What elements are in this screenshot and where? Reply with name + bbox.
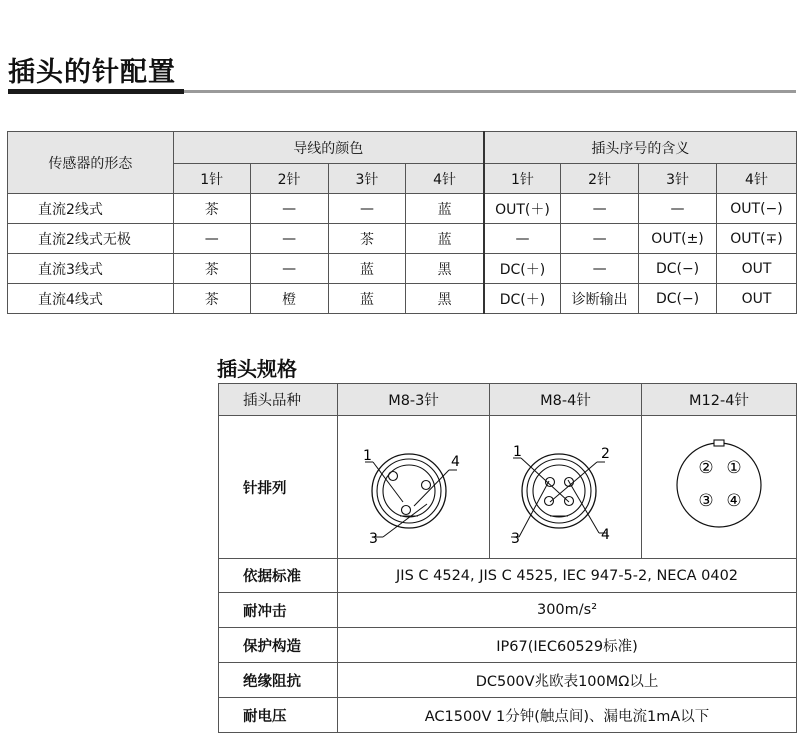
title-underline-gray xyxy=(184,90,796,93)
pin-meaning: OUT xyxy=(717,254,797,284)
connector-type: M8-3针 xyxy=(338,384,490,416)
wire-color: — xyxy=(250,254,328,284)
wire-color: — xyxy=(173,224,250,254)
pin-meaning: — xyxy=(561,224,639,254)
sensor-form: 直流2线式无极 xyxy=(8,224,174,254)
table-row xyxy=(219,593,797,628)
pin-number: ① xyxy=(726,458,742,478)
pin-label: 1 xyxy=(512,444,522,460)
wire-color: 茶 xyxy=(173,284,250,314)
color-pin-header: 3针 xyxy=(328,164,406,194)
spec-title: 插头规格 xyxy=(217,357,297,381)
pin-label: 3 xyxy=(510,531,520,547)
color-pin-header: 4针 xyxy=(406,164,484,194)
connector-spec-table xyxy=(218,383,797,733)
m8-3-pin-diagram xyxy=(338,416,490,559)
sensor-form: 直流2线式 xyxy=(8,194,174,224)
m8-3-connector-icon xyxy=(339,416,489,554)
wire-color: 黑 xyxy=(406,284,484,314)
wire-color: 茶 xyxy=(328,224,406,254)
pin-label: 1 xyxy=(362,448,372,464)
col-header-form: 传感器的形态 xyxy=(8,132,174,194)
table-row xyxy=(8,224,797,254)
spec-label: 保护构造 xyxy=(219,628,338,663)
table-row xyxy=(219,559,797,593)
spec-value: 300m/s² xyxy=(338,593,797,628)
table-row xyxy=(219,663,797,698)
m8-4-pin-diagram xyxy=(490,416,642,559)
pin-meaning: OUT(±) xyxy=(639,224,717,254)
color-pin-header: 1针 xyxy=(173,164,250,194)
wire-color: 蓝 xyxy=(406,224,484,254)
pin-meaning: OUT(∓) xyxy=(717,224,797,254)
spec-value: IP67(IEC60529标准) xyxy=(338,628,797,663)
pin-label: 2 xyxy=(600,446,610,462)
connector-type: M12-4针 xyxy=(642,384,797,416)
meaning-pin-header: 4针 xyxy=(717,164,797,194)
pin-meaning: — xyxy=(561,194,639,224)
pin-meaning: 诊断输出 xyxy=(561,284,639,314)
pin-meaning: — xyxy=(561,254,639,284)
page-title: 插头的针配置 xyxy=(8,57,176,88)
wire-color: — xyxy=(250,224,328,254)
wire-color: 茶 xyxy=(173,194,250,224)
spec-label: 绝缘阻抗 xyxy=(219,663,338,698)
wire-color: 橙 xyxy=(250,284,328,314)
spec-label: 耐电压 xyxy=(219,698,338,733)
spec-value: DC500V兆欧表100MΩ以上 xyxy=(338,663,797,698)
wire-color: 蓝 xyxy=(328,254,406,284)
sensor-form: 直流3线式 xyxy=(8,254,174,284)
table-row xyxy=(8,254,797,284)
wire-color: 茶 xyxy=(173,254,250,284)
pin-label: 4 xyxy=(600,527,610,543)
pin-meaning: OUT(−) xyxy=(717,194,797,224)
connector-type: M8-4针 xyxy=(490,384,642,416)
group-header-meaning: 插头序号的含义 xyxy=(484,132,797,164)
spec-label: 耐冲击 xyxy=(219,593,338,628)
title-underline-dark xyxy=(8,89,184,94)
m12-4-connector-icon xyxy=(643,416,795,554)
wire-color: — xyxy=(328,194,406,224)
m8-4-connector-icon xyxy=(491,416,641,554)
pin-meaning: DC(＋) xyxy=(484,254,561,284)
pin-meaning: — xyxy=(639,194,717,224)
pin-config-table xyxy=(7,131,797,314)
meaning-pin-header: 1针 xyxy=(484,164,561,194)
group-header-color: 导线的颜色 xyxy=(173,132,484,164)
pin-label: 3 xyxy=(368,531,378,547)
table-row xyxy=(8,194,797,224)
color-pin-header: 2针 xyxy=(250,164,328,194)
meaning-pin-header: 2针 xyxy=(561,164,639,194)
wire-color: 蓝 xyxy=(406,194,484,224)
pin-meaning: DC(−) xyxy=(639,254,717,284)
spec-label: 依据标准 xyxy=(219,559,338,593)
pin-meaning: DC(＋) xyxy=(484,284,561,314)
wire-color: — xyxy=(250,194,328,224)
m12-4-pin-diagram xyxy=(642,416,797,559)
pin-number: ② xyxy=(698,458,714,478)
pin-meaning: DC(−) xyxy=(639,284,717,314)
table-row xyxy=(219,698,797,733)
table-row xyxy=(219,628,797,663)
pin-label: 4 xyxy=(450,454,460,470)
pin-layout-label: 针排列 xyxy=(219,416,338,559)
spec-value: AC1500V 1分钟(触点间)、漏电流1mA以下 xyxy=(338,698,797,733)
meaning-pin-header: 3针 xyxy=(639,164,717,194)
pin-number: ④ xyxy=(726,491,742,511)
pin-meaning: OUT(＋) xyxy=(484,194,561,224)
spec-header-label: 插头品种 xyxy=(219,384,338,416)
wire-color: 蓝 xyxy=(328,284,406,314)
pin-number: ③ xyxy=(698,491,714,511)
wire-color: 黑 xyxy=(406,254,484,284)
spec-value: JIS C 4524, JIS C 4525, IEC 947-5-2, NECA 0402 xyxy=(338,559,797,593)
sensor-form: 直流4线式 xyxy=(8,284,174,314)
pin-meaning: OUT xyxy=(717,284,797,314)
table-row xyxy=(8,284,797,314)
pin-meaning: — xyxy=(484,224,561,254)
